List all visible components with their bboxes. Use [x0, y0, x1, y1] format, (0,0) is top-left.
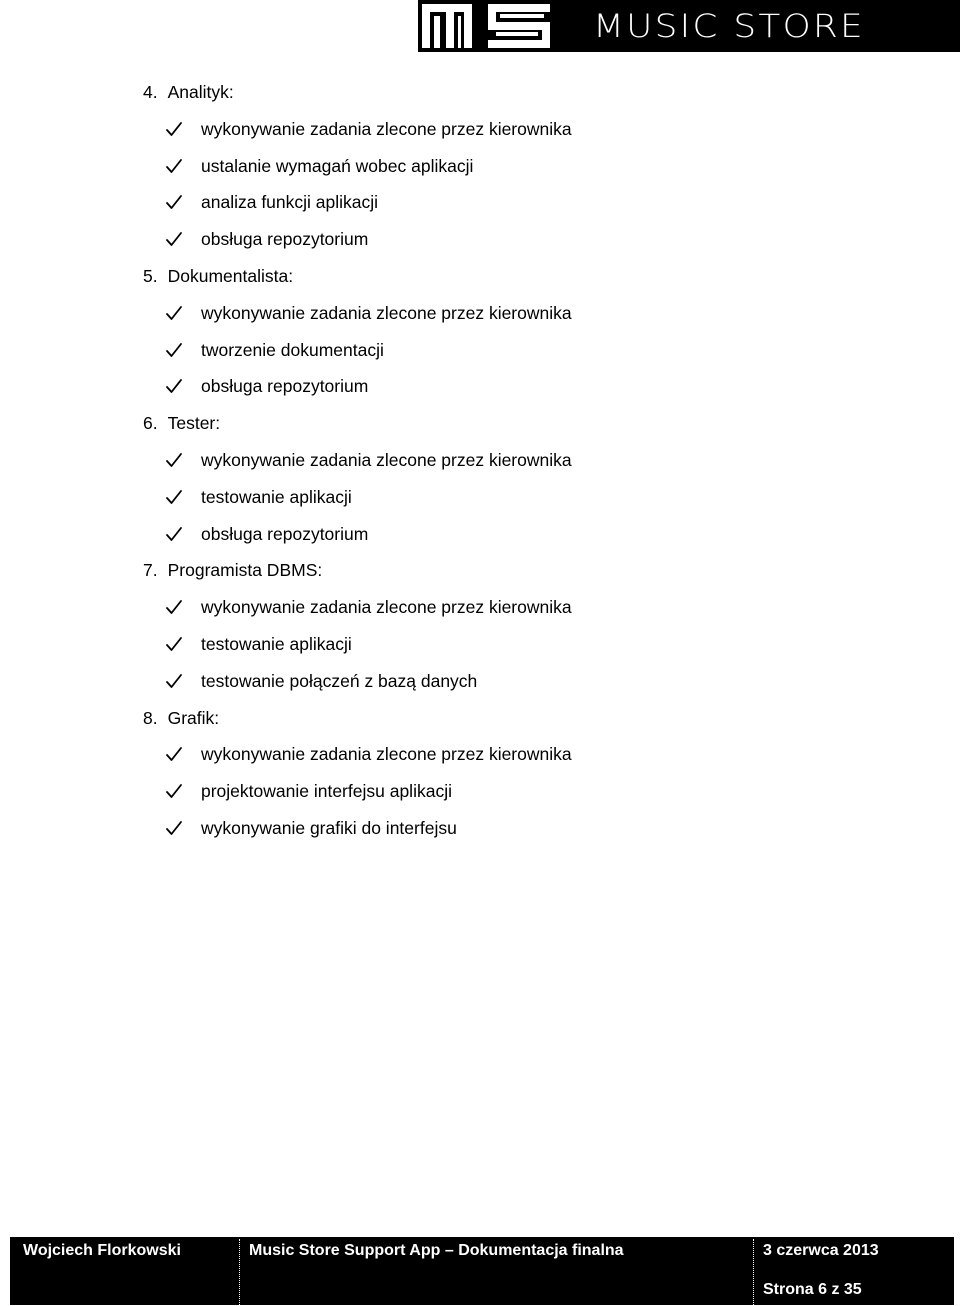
- section-title: Grafik:: [167, 707, 220, 728]
- list-item: obsługa repozytorium: [201, 376, 369, 397]
- section-heading: [143, 80, 234, 104]
- list-item: obsługa repozytorium: [201, 523, 369, 544]
- checkmark-icon: [164, 818, 184, 838]
- footer-document-title: Music Store Support App – Dokumentacja finalna: [249, 1242, 624, 1259]
- list-item: testowanie połączeń z bazą danych: [201, 670, 478, 691]
- section-heading: [143, 558, 322, 582]
- checkmark-icon: [164, 192, 184, 212]
- checkmark-icon: [164, 229, 184, 249]
- section-number: 5.: [143, 266, 158, 286]
- logo-mark-icon: [418, 0, 558, 52]
- checkmark-icon: [164, 487, 184, 507]
- list-item: wykonywanie zadania zlecone przez kierownika: [201, 597, 572, 618]
- section-title: Analityk:: [167, 82, 234, 102]
- list-item: wykonywanie zadania zlecone przez kierownika: [201, 302, 572, 323]
- section-heading: [143, 411, 220, 435]
- checkmark-icon: [164, 781, 184, 801]
- checkmark-icon: [164, 340, 184, 360]
- checkmark-icon: [164, 597, 184, 617]
- logo: [418, 0, 960, 52]
- section-heading: [143, 264, 293, 288]
- checkmark-icon: [164, 671, 184, 691]
- list-item: projektowanie interfejsu aplikacji: [201, 781, 452, 802]
- section-title: Tester:: [167, 413, 221, 434]
- footer-author: Wojciech Florkowski: [23, 1242, 181, 1259]
- list-item: obsługa repozytorium: [201, 229, 369, 250]
- list-item: testowanie aplikacji: [201, 486, 352, 507]
- list-item: wykonywanie zadania zlecone przez kierownika: [201, 118, 572, 139]
- checkmark-icon: [164, 524, 184, 544]
- section-title: Dokumentalista:: [167, 266, 294, 286]
- checkmark-icon: [164, 303, 184, 323]
- section-number: 7.: [143, 560, 158, 581]
- list-item: ustalanie wymagań wobec aplikacji: [201, 155, 474, 176]
- list-item: analiza funkcji aplikacji: [201, 192, 379, 213]
- page-number: Strona 6 z 35: [763, 1281, 862, 1298]
- footer-divider: [239, 1239, 240, 1305]
- list-item: wykonywanie zadania zlecone przez kierownika: [201, 450, 572, 470]
- checkmark-icon: [164, 156, 184, 176]
- section-number: 4.: [143, 82, 158, 102]
- checkmark-icon: [164, 744, 184, 764]
- footer-date: 3 czerwca 2013: [763, 1242, 879, 1259]
- checkmark-icon: [164, 119, 184, 139]
- section-title: Programista DBMS:: [167, 560, 323, 581]
- section-heading: [143, 706, 219, 730]
- section-number: 8.: [143, 707, 158, 728]
- list-item: testowanie aplikacji: [201, 634, 352, 654]
- page-footer: [10, 1237, 954, 1305]
- logo-text: MUSIC STORE: [593, 7, 865, 45]
- checkmark-icon: [164, 450, 184, 470]
- checkmark-icon: [164, 634, 184, 654]
- section-number: 6.: [143, 413, 158, 434]
- footer-divider: [753, 1239, 754, 1305]
- checkmark-icon: [164, 376, 184, 396]
- list-item: wykonywanie zadania zlecone przez kierownika: [201, 744, 572, 765]
- list-item: tworzenie dokumentacji: [201, 339, 384, 360]
- list-item: wykonywanie grafiki do interfejsu: [201, 818, 457, 838]
